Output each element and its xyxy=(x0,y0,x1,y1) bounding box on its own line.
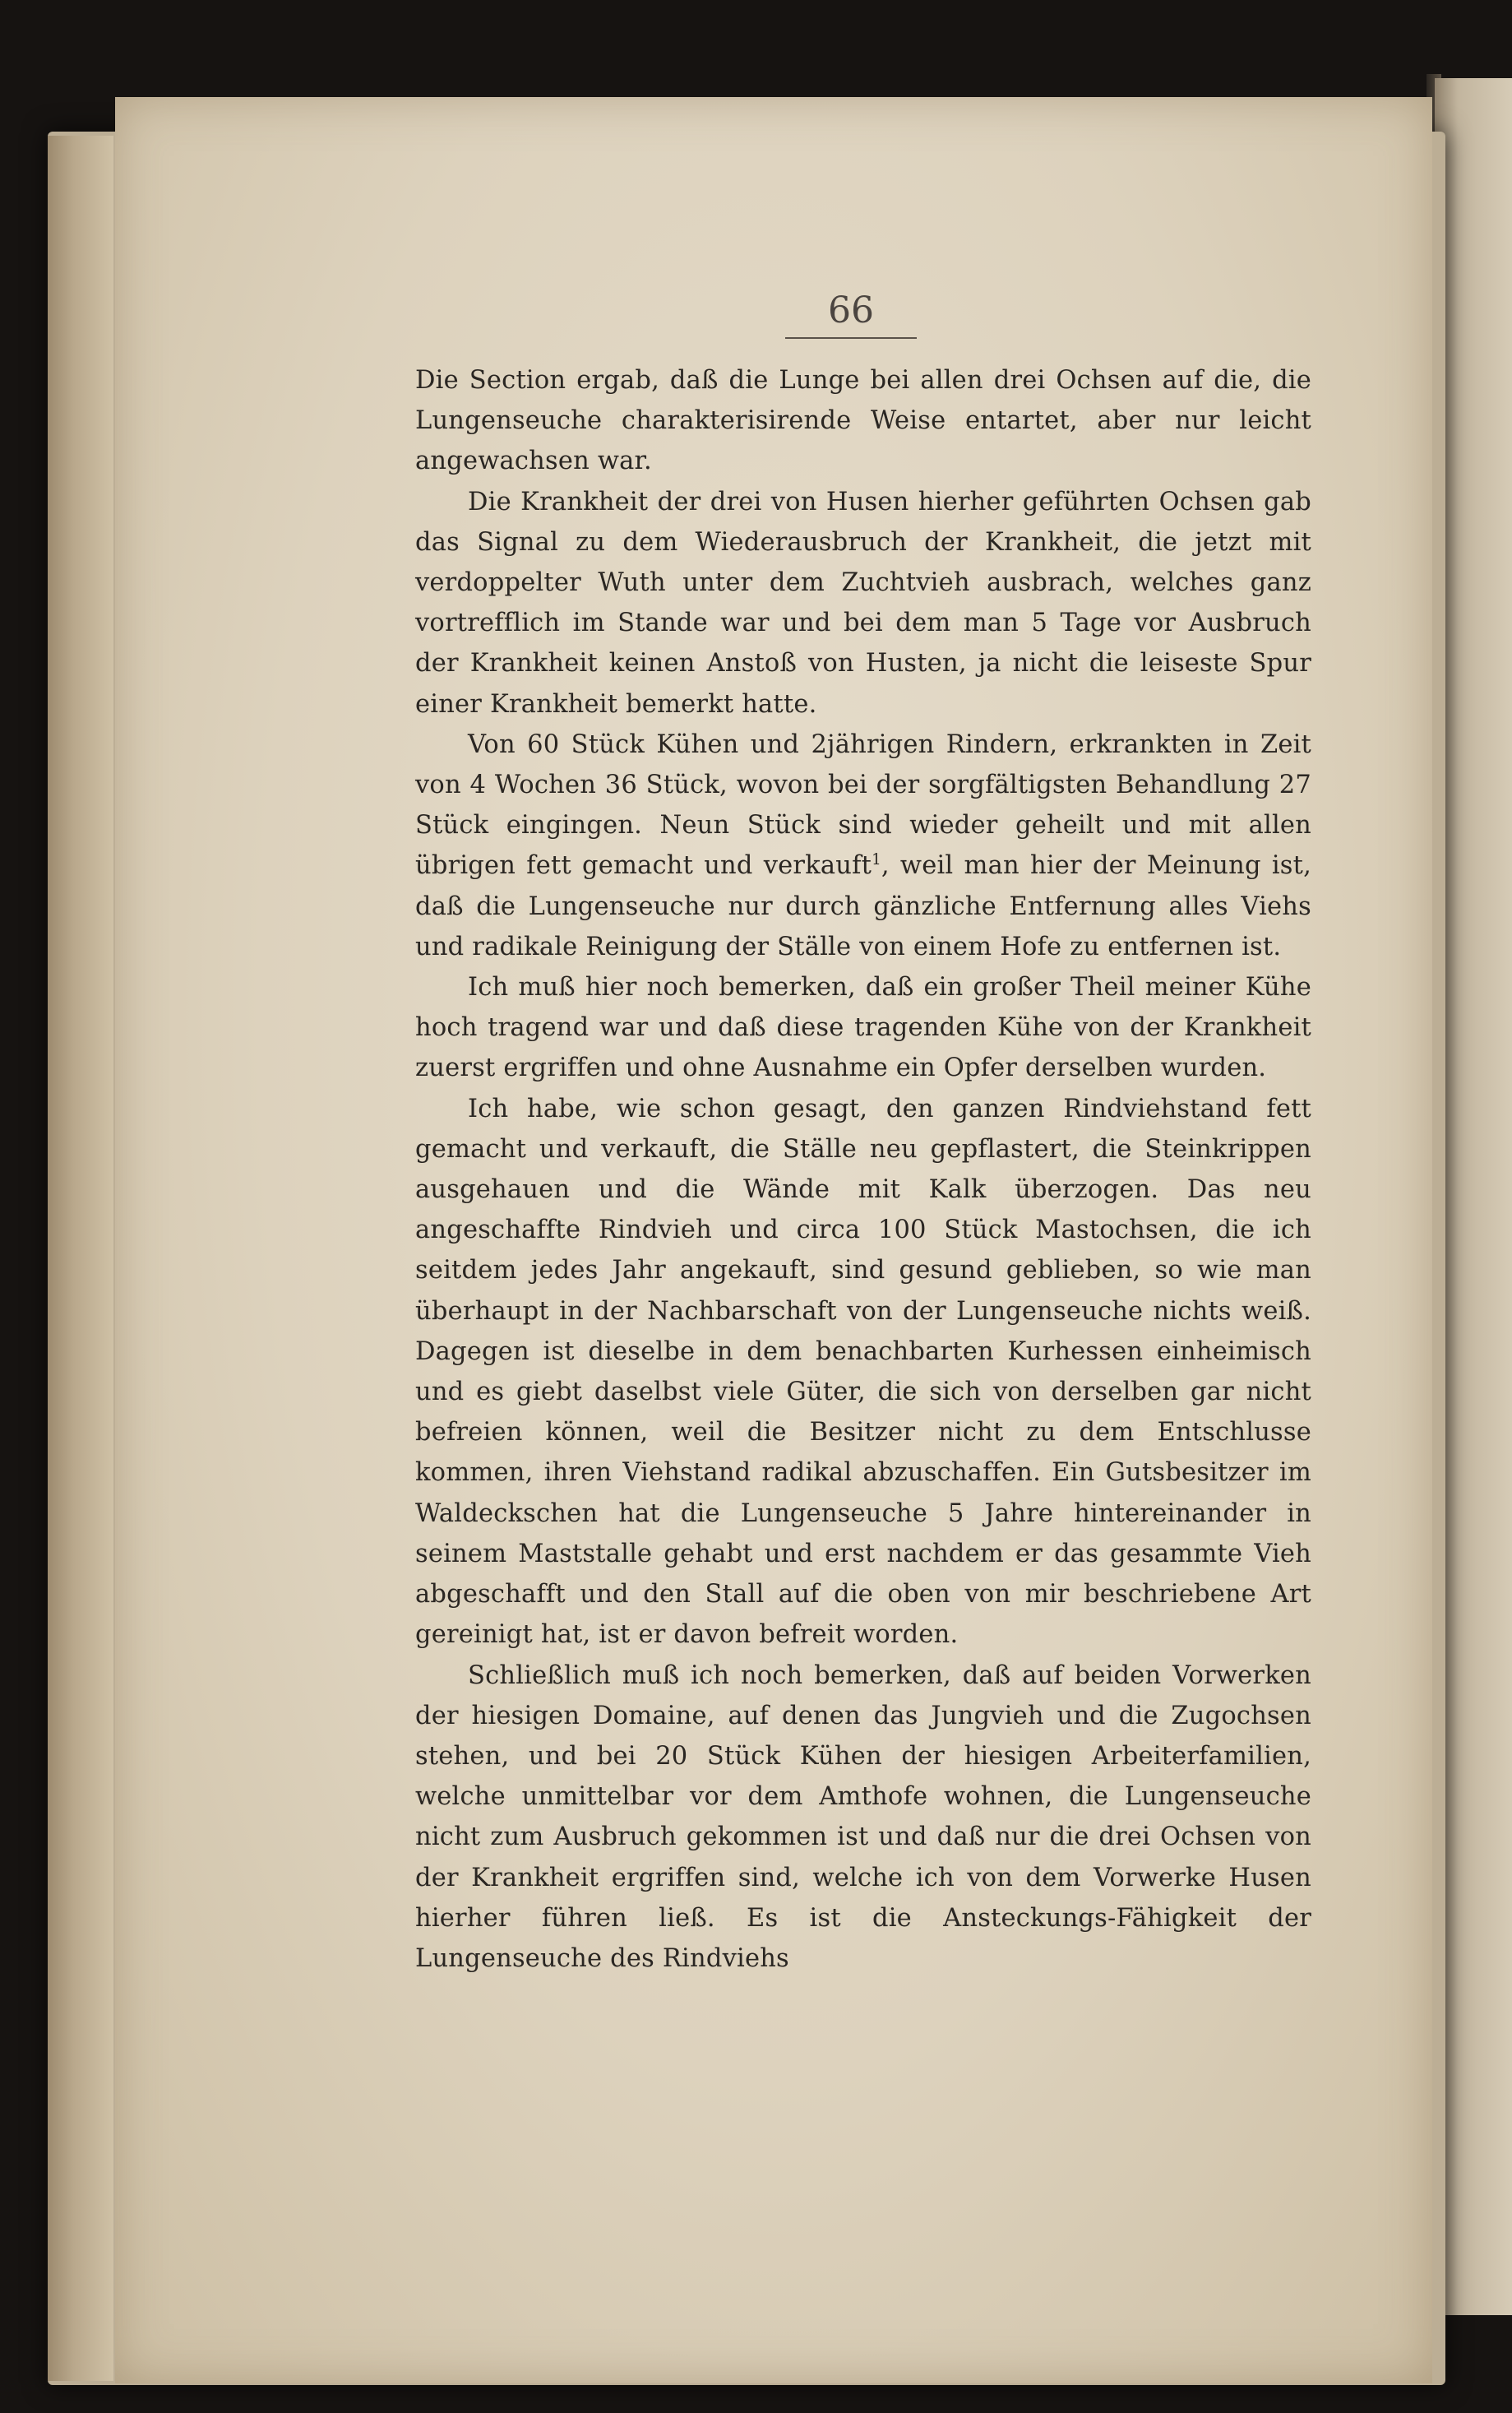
paragraph: Ich muß hier noch bemerken, daß ein großer Theil meiner Kühe hoch tragend war und daß diese tragenden Kühe von der Krankheit zuerst ergriffen und ohne Ausnahme ein Opfer derselben wurden. xyxy=(415,973,1311,1083)
paragraph: Schließlich muß ich noch bemerken, daß auf beiden Vorwerken der hiesigen Domaine, auf denen das Jungvieh und die Zugochsen stehen, und bei 20 Stück Kühen der hiesigen Arbeiterfamilien, welche unmittelbar vor dem Amthofe wohnen, die Lungenseuche nicht zum Ausbruch gekommen ist und daß nur die drei Ochsen von der Krankheit ergriffen sind, welche ich von dem Vorwerke Husen hierher führen ließ. Es ist die Ansteckungs-Fähigkeit der Lungenseuche des Rindviehs xyxy=(415,1660,1311,1973)
body-text xyxy=(415,360,1311,1979)
page-number-rule xyxy=(785,337,917,339)
facing-page-edge xyxy=(1435,78,1512,2315)
footnote-marker: 1 xyxy=(872,851,881,869)
page-edge xyxy=(48,136,113,2381)
paragraph: Von 60 Stück Kühen und 2jährigen Rindern, erkrankten in Zeit von 4 Wochen 36 Stück, wovon bei der sorgfältigsten Behandlung 27 Stück eingingen. Neun Stück sind wieder geheilt und mit allen übrigen fett gemacht und verkauft$^1$, weil man hier der Meinung ist, daß die Lungenseuche nur durch gänzliche Entfernung alles Viehs und radikale Reinigung der Ställe von einem Hofe zu entfernen ist. xyxy=(415,729,1311,961)
paragraph: Die Section ergab, daß die Lunge bei allen drei Ochsen auf die, die Lungenseuche charakterisirende Weise entartet, aber nur leicht angewachsen war. xyxy=(415,366,1311,476)
page-number: 66 xyxy=(828,289,874,331)
paragraph: Ich habe, wie schon gesagt, den ganzen Rindviehstand fett gemacht und verkauft, die Ställe neu gepflastert, die Steinkrippen ausgehauen und die Wände mit Kalk überzogen. Das neu angeschaffte Rindvieh und circa 100 Stück Mastochsen, die ich seitdem jedes Jahr angekauft, sind gesund geblieben, so wie man überhaupt in der Nachbarschaft von der Lungenseuche nichts weiß. Dagegen ist dieselbe in dem benachbarten Kurhessen einheimisch und es giebt daselbst viele Güter, die sich von derselben gar nicht befreien können, weil die Besitzer nicht zu dem Entschlusse kommen, ihren Viehstand radikal abzuschaffen. Ein Gutsbesitzer im Waldeckschen hat die Lungenseuche 5 Jahre hintereinander in seinem Maststalle gehabt und erst nachdem er das gesammte Vieh abgeschafft und den Stall auf die oben von mir beschriebene Art gereinigt hat, ist er davon befreit worden. xyxy=(415,1094,1311,1650)
paragraph: Die Krankheit der drei von Husen hierher geführten Ochsen gab das Signal zu dem Wiederausbruch der Krankheit, die jetzt mit verdoppelter Wuth unter dem Zuchtvieh ausbrach, welches ganz vortrefflich im Stande war und bei dem man 5 Tage vor Ausbruch der Krankheit keinen Anstoß von Husten, ja nicht die leiseste Spur einer Krankheit bemerkt hatte. xyxy=(415,487,1311,719)
